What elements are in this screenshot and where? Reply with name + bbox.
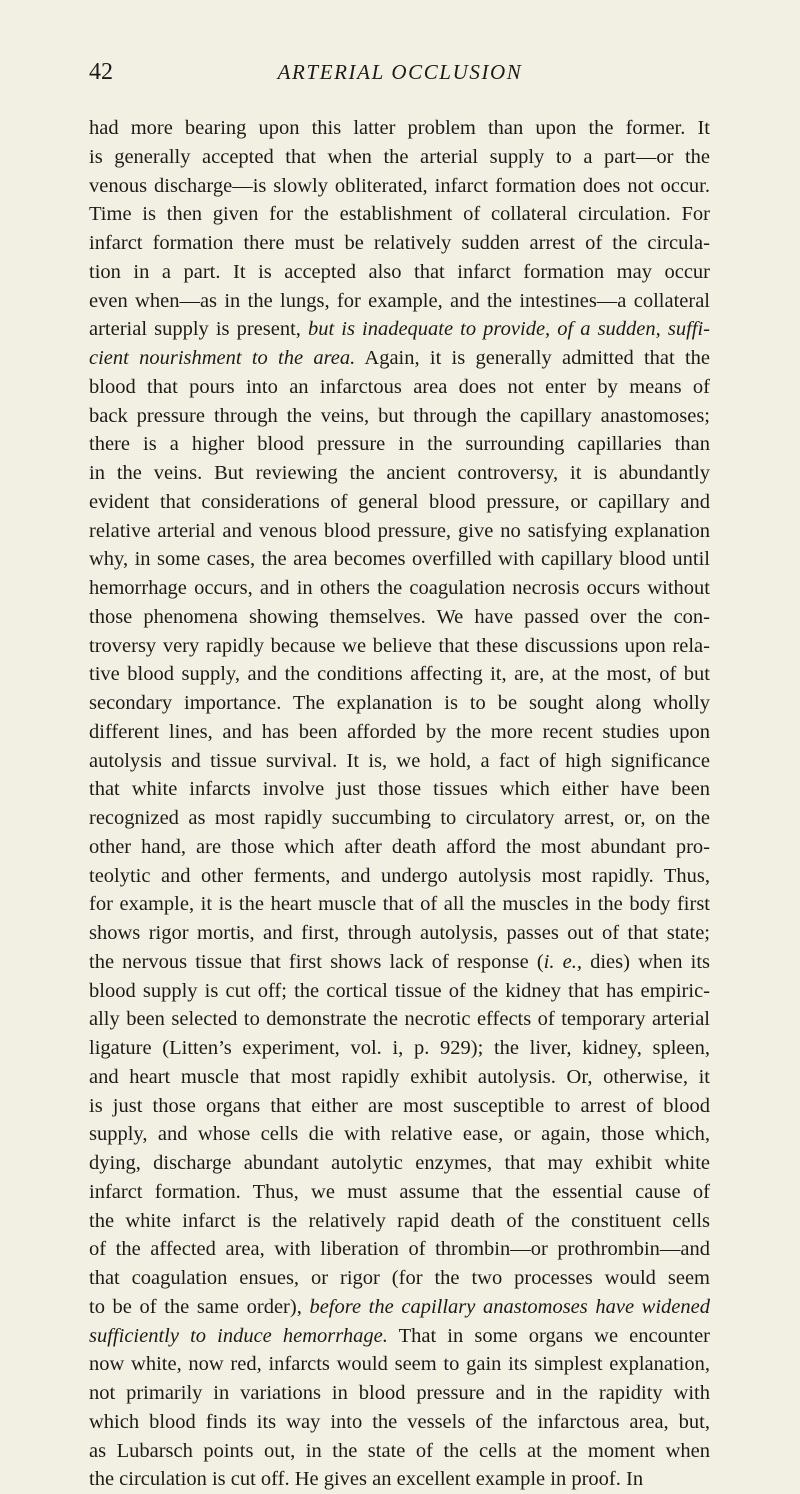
text-line: secondary importance. The explanation is to be sought along wholly [89,692,710,714]
text-line: to be of the same order), before the capillary anastomoses have widened [89,1295,710,1318]
text-line: now white, now red, infarcts would seem to gain its simplest explanation, [89,1353,710,1376]
body-paragraph [89,114,710,1494]
text-line: evident that considerations of general blood pressure, or capillary and [89,490,710,513]
text-line: of the affected area, with liberation of thrombin—or prothrombin—and [89,1238,710,1261]
italic-emphasis: before the capillary anastomoses have widened [309,1295,710,1318]
text-line: ally been selected to demonstrate the necrotic effects of temporary arterial [89,1008,710,1031]
text-line: and heart muscle that most rapidly exhibit autolysis. Or, otherwise, it [89,1065,710,1088]
text-line: relative arterial and venous blood pressure, give no satisfying explanation [89,519,710,542]
text-line: blood supply is cut off; the cortical tissue of the kidney that has empiric- [89,979,710,1002]
text-line: even when—as in the lungs, for example, and the intestines—a collateral [89,289,710,312]
text-line: blood that pours into an infarctous area does not enter by means of [89,375,710,398]
text-line: for example, it is the heart muscle that of all the muscles in the body first [89,893,710,916]
text-line: supply, and whose cells die with relative ease, or again, those which, [89,1123,710,1146]
page-number: 42 [89,59,113,85]
text-line: as Lubarsch points out, in the state of the cells at the moment when [89,1439,710,1462]
text-line: those phenomena showing themselves. We have passed over the con- [89,605,710,628]
text-line: in the veins. But reviewing the ancient controversy, it is abundantly [89,462,710,484]
text-line: arterial supply is present, but is inadequate to provide, of a sudden, suffi- [89,318,710,341]
text-line: the circulation is cut off. He gives an excellent example in proof. In [89,1468,644,1491]
italic-emphasis: but is inadequate to provide, of a sudden, suffi- [308,318,710,341]
text-line: hemorrhage occurs, and in others the coagulation necrosis occurs without [89,577,710,599]
text-line: that coagulation ensues, or rigor (for the two processes would seem [89,1267,710,1289]
text-line: other hand, are those which after death afford the most abundant pro- [89,835,710,858]
text-line: cient nourishment to the area. Again, it is generally admitted that the [89,347,710,369]
text-line: shows rigor mortis, and first, through autolysis, passes out of that state; [89,922,710,944]
text-line: dying, discharge abundant autolytic enzymes, that may exhibit white [89,1152,710,1174]
page-header [89,58,711,86]
text-line: teolytic and other ferments, and undergo autolysis most rapidly. Thus, [89,864,710,887]
text-line: had more bearing upon this latter problem than upon the former. It [89,117,710,139]
italic-emphasis: i. e., [543,950,582,973]
text-line: troversy very rapidly because we believe that these discussions upon rela- [89,634,710,657]
text-line: not primarily in variations in blood pressure and in the rapidity with [89,1382,710,1404]
text-line: why, in some cases, the area becomes overfilled with capillary blood until [89,548,710,571]
text-line: sufficiently to induce hemorrhage. That in some organs we encounter [89,1324,710,1347]
italic-emphasis: cient nourishment to the area. [89,347,356,369]
text-line: back pressure through the veins, but through the capillary anastomoses; [89,404,710,427]
text-line: Time is then given for the establishment of collateral circulation. For [89,203,710,226]
text-line: which blood finds its way into the vessels of the infarctous area, but, [89,1410,710,1433]
text-line: infarct formation. Thus, we must assume that the essential cause of [89,1180,710,1203]
text-line: autolysis and tissue survival. It is, we hold, a fact of high significance [89,749,710,772]
text-line: that white infarcts involve just those tissues which either have been [89,778,710,801]
text-line: is just those organs that either are most susceptible to arrest of blood [89,1094,710,1117]
italic-emphasis: sufficiently to induce hemorrhage. [89,1324,388,1347]
text-line: ligature (Litten’s experiment, vol. i, p. 929); the liver, kidney, spleen, [89,1037,710,1059]
text-line: venous discharge—is slowly obliterated, infarct formation does not occur. [89,174,710,197]
running-head: ARTERIAL OCCLUSION [277,60,523,84]
text-line: the white infarct is the relatively rapid death of the constituent cells [89,1209,710,1232]
text-line: tive blood supply, and the conditions affecting it, are, at the most, of but [89,663,710,686]
text-line: tion in a part. It is accepted also that infarct formation may occur [89,260,710,283]
text-line: is generally accepted that when the arterial supply to a part—or the [89,145,710,168]
text-line: recognized as most rapidly succumbing to circulatory arrest, or, on the [89,807,710,829]
text-line: there is a higher blood pressure in the surrounding capillaries than [89,433,710,456]
text-line: infarct formation there must be relatively sudden arrest of the circula- [89,232,710,254]
text-line: different lines, and has been afforded by the more recent studies upon [89,720,710,743]
text-line: the nervous tissue that first shows lack of response (i. e., dies) when its [89,950,710,973]
